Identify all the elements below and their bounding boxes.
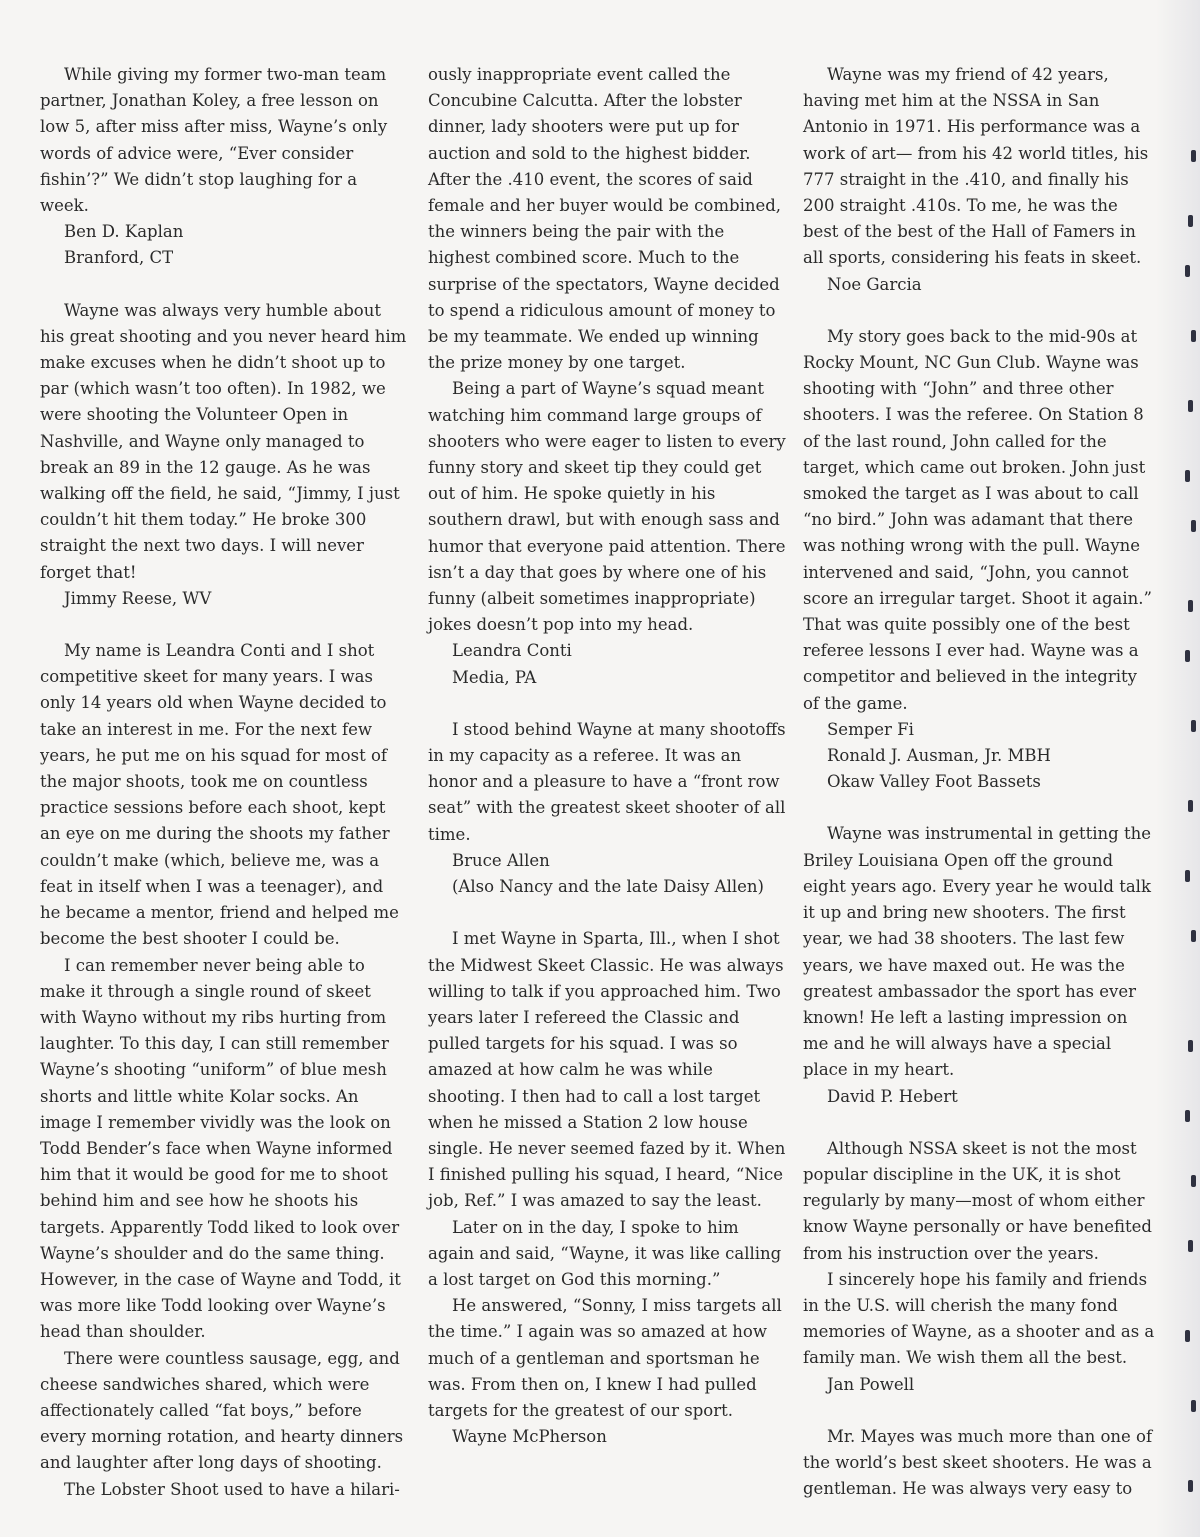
signature-line: Ben D. Kaplan xyxy=(64,222,184,242)
signature-line: Ronald J. Ausman, Jr. MBH xyxy=(827,746,1051,766)
paragraph: Later on in the day, I spoke to him again and said, “Wayne, it was like calling a lost target on God this morning.” xyxy=(428,1217,782,1289)
scan-edge-mark xyxy=(1191,930,1196,942)
scan-edge-mark xyxy=(1188,600,1193,612)
paragraph: My name is Leandra Conti and I shot competitive skeet for many years. I was only 14 years old when Wayne decided to take an interest in me. For the next few years, he put me on his squad for most of the major shoots, took me on countless practice sessions before each shoot, kept an eye on me during the shoots my father couldn’t make (which, believe me, was a feat in itself when I was a teenager), and he became a mentor, friend and helped me become the best shooter I could be. xyxy=(40,641,399,949)
paragraph-gap xyxy=(40,272,408,298)
paragraph: I sincerely hope his family and friends in the U.S. will cherish the many fond memories of Wayne, as a shooter and as a family man. We wish them all the best. xyxy=(803,1269,1155,1368)
scan-edge-mark xyxy=(1188,215,1193,227)
paragraph: Wayne was always very humble about his great shooting and you never heard him make excuses when he didn’t shoot up to par (which wasn’t too often). In 1982, we were shooting the Volunteer Open in Nashville, and Wayne only managed to break an 89 in the 12 gauge. As he was walking off the field, he said, “Jimmy, I just couldn’t hit them today.” He broke 300 straight the next two days. I will never forget that! xyxy=(40,300,407,582)
paragraph: Wayne was my friend of 42 years, having met him at the NSSA in San Antonio in 1971. His performance was a work of art— from his 42 world titles, his 777 straight in the .410, and finally his 200 straight .410s. To me, he was the best of the best of the Hall of Famers in all sports, considering his feats in skeet. xyxy=(803,65,1149,268)
signature-line: Leandra Conti xyxy=(452,641,572,661)
paragraph: He answered, “Sonny, I miss targets all the time.” I again was so amazed at how much of a gentleman and sportsman he was. From then on, I knew I had pulled targets for the greatest of our sport. xyxy=(428,1296,782,1420)
scan-edge-mark xyxy=(1191,520,1196,532)
paragraph: While giving my former two-man team partner, Jonathan Koley, a free lesson on low 5, after miss after miss, Wayne’s only words of advice were, “Ever consider fishin’?” We didn’t stop laughing for a week. xyxy=(40,65,388,216)
paragraph: Although NSSA skeet is not the most popular discipline in the UK, it is shot regularly by many—most of whom either know Wayne personally or have benefited from his instruction over the years. xyxy=(803,1138,1152,1263)
column-1 xyxy=(40,62,408,1503)
scan-edge-mark xyxy=(1191,1400,1196,1412)
paragraph: ously inappropriate event called the Concubine Calcutta. After the lobster dinner, lady shooters were put up for auction and sold to the highest bidder. After the .410 event, the scores of said female and her buyer would be combined, the winners being the pair with the highest combined score. Much to the surprise of the spectators, Wayne decided to spend a ridiculous amount of money to be my teammate. We ended up winning the prize money by one target. xyxy=(428,65,782,373)
scan-edge-mark xyxy=(1185,1330,1190,1342)
paragraph: There were countless sausage, egg, and cheese sandwiches shared, which were affectionately called “fat boys,” before every morning rotation, and hearty dinners and laughter after long days of shooting. xyxy=(40,1348,404,1473)
signature-line: Branford, CT xyxy=(64,248,174,268)
scan-edge-mark xyxy=(1185,470,1190,482)
signature-line: (Also Nancy and the late Daisy Allen) xyxy=(452,877,764,897)
signature-line: Bruce Allen xyxy=(452,850,550,870)
paragraph: I can remember never being able to make it through a single round of skeet with Wayno without my ribs hurting from laughter. To this day, I can still remember Wayne’s shooting “uniform” of blue mesh shorts and little white Kolar socks. An image I remember vividly was the look on Todd Bender’s face when Wayne informed him that it would be good for me to shoot behind him and see how he shoots his targets. Apparently Todd liked to look over Wayne’s shoulder and do the same thing. However, in the case of Wayne and Todd, it was more like Todd looking over Wayne’s head than shoulder. xyxy=(40,955,401,1342)
paragraph-gap xyxy=(803,298,1155,324)
paragraph: My story goes back to the mid-90s at Rocky Mount, NC Gun Club. Wayne was shooting with “John” and three other shooters. I was the referee. On Station 8 of the last round, John called for the target, which came out broken. John just smoked the target as I was about to call “no bird.” John was adamant that there was nothing wrong with the pull. Wayne intervened and said, “John, you cannot score an irregular target. Shoot it again.” That was quite possibly one of the best referee lessons I ever had. Wayne was a competitor and believed in the integrity of the game. xyxy=(803,326,1152,713)
signature-line: Wayne McPherson xyxy=(452,1427,607,1447)
scan-edge-mark xyxy=(1188,1240,1193,1252)
column-3 xyxy=(803,62,1155,1502)
signature-line: Okaw Valley Foot Bassets xyxy=(827,772,1041,792)
scan-edge-mark xyxy=(1185,1110,1190,1122)
paragraph-gap xyxy=(803,1398,1155,1424)
paragraph: Wayne was instrumental in getting the Briley Louisiana Open off the ground eight years ago. Every year he would talk it up and bring new shooters. The first year, we had 38 shooters. The last few years, we have maxed out. He was the greatest ambassador the sport has ever known! He left a lasting impression on me and he will always have a special place in my heart. xyxy=(803,824,1152,1080)
paragraph: Mr. Mayes was much more than one of the world’s best skeet shooters. He was a gentleman. He was always very easy to xyxy=(803,1426,1153,1499)
scan-edge-mark xyxy=(1188,1480,1193,1492)
page-edge-shadow xyxy=(1156,0,1200,1537)
scan-edge-mark xyxy=(1185,870,1190,882)
scan-edge-mark xyxy=(1185,650,1190,662)
signature-line: Jimmy Reese, WV xyxy=(64,588,212,608)
column-2 xyxy=(428,62,790,1450)
scan-edge-mark xyxy=(1191,720,1196,732)
paragraph: Being a part of Wayne’s squad meant watching him command large groups of shooters who were eager to listen to every funny story and skeet tip they could get out of him. He spoke quietly in his southern drawl, but with enough sass and humor that everyone paid attention. There isn’t a day that goes by where one of his funny (albeit sometimes inappropriate) jokes doesn’t pop into my head. xyxy=(428,379,786,635)
scan-edge-mark xyxy=(1185,265,1190,277)
signature-line: Noe Garcia xyxy=(827,274,922,294)
signature-line: Jan Powell xyxy=(827,1374,915,1394)
scan-edge-mark xyxy=(1191,1175,1196,1187)
scan-edge-mark xyxy=(1188,400,1193,412)
paragraph: I stood behind Wayne at many shootoffs in my capacity as a referee. It was an honor and a pleasure to have a “front row seat” with the greatest skeet shooter of all time. xyxy=(428,719,786,844)
signature-line: David P. Hebert xyxy=(827,1086,958,1106)
paragraph-gap xyxy=(40,612,408,638)
signature-line: Media, PA xyxy=(452,667,537,687)
signature-line: Semper Fi xyxy=(827,719,914,739)
paragraph: I met Wayne in Sparta, Ill., when I shot the Midwest Skeet Classic. He was always willing to talk if you approached him. Two years later I refereed the Classic and pulled targets for his squad. I was so amazed at how calm he was while shooting. I then had to call a lost target when he missed a Station 2 low house single. He never seemed fazed by it. When I finished pulling his squad, I heard, “Nice job, Ref.” I was amazed to say the least. xyxy=(428,929,786,1211)
paragraph-gap xyxy=(803,1110,1155,1136)
scan-edge-mark xyxy=(1188,1040,1193,1052)
paragraph-gap xyxy=(428,691,790,717)
paragraph-gap xyxy=(803,795,1155,821)
scan-edge-mark xyxy=(1191,330,1196,342)
paragraph: The Lobster Shoot used to have a hilari- xyxy=(64,1479,400,1499)
scan-edge-mark xyxy=(1191,150,1196,162)
scan-edge-mark xyxy=(1188,800,1193,812)
paragraph-gap xyxy=(428,900,790,926)
